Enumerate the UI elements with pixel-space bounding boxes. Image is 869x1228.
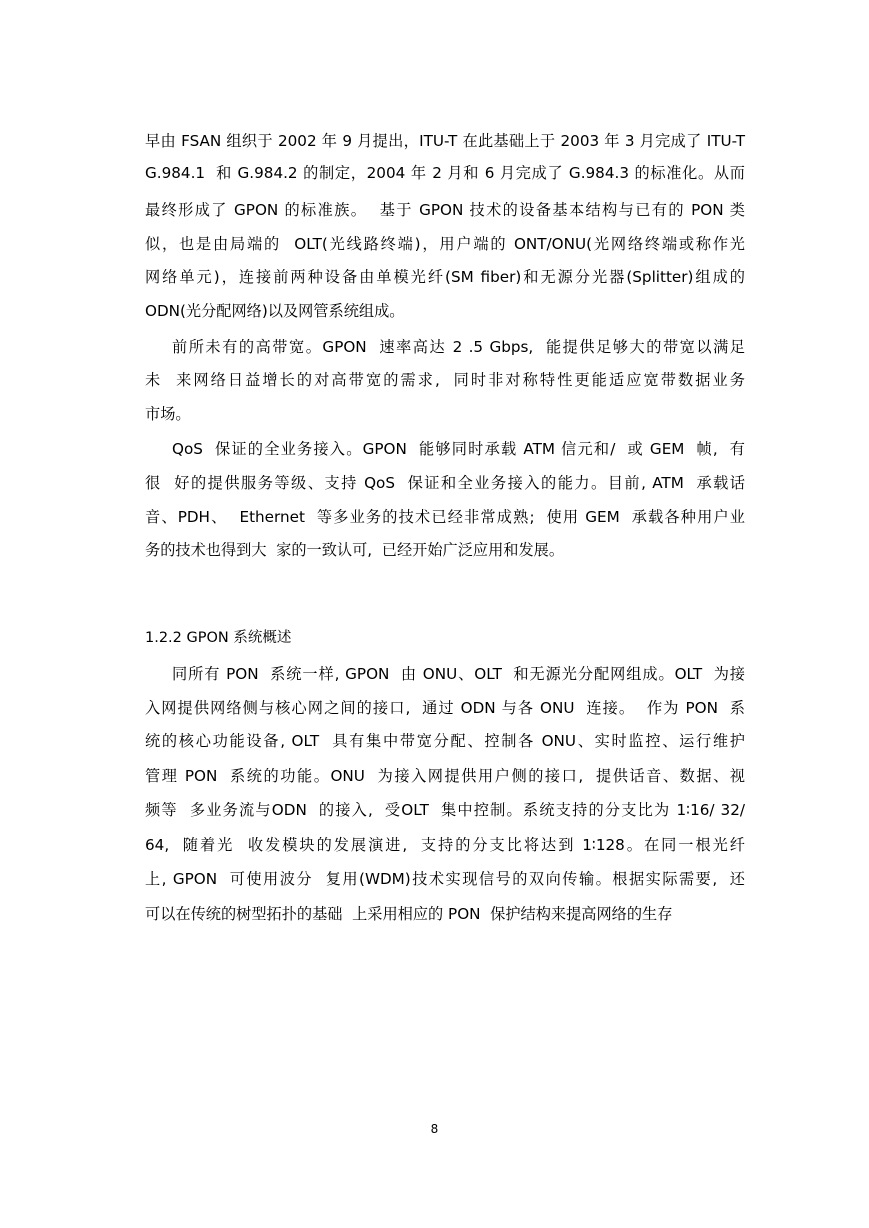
text-line: QoS 保证的全业务接入。GPON 能够同时承载 ATM 信元和/ 或 GEM 帧, 有 <box>172 440 745 458</box>
text-line: 最终形成了 GPON 的标准族。 基于 GPON 技术的设备基本结构与已有的 PON 类 <box>145 201 745 219</box>
text-line: 入网提供网络侧与核心网之间的接口, 通过 ODN 与各 ONU 连接。 作为 PON 系 <box>145 699 745 717</box>
section-heading: 1.2.2 GPON 系统概述 <box>145 630 292 646</box>
text-line: 同所有 PON 系统一样, GPON 由 ONU、OLT 和无源光分配网组成。OLT 为接 <box>172 665 745 683</box>
text-line: 务的技术也得到大 家的一致认可, 已经开始广泛应用和发展。 <box>145 541 565 559</box>
text-line: 64, 随着光 收发模块的发展演进, 支持的分支比将达到 1∶128。在同一根光纤 <box>145 836 745 854</box>
text-line: 早由 FSAN 组织于 2002 年 9 月提出，ITU-T 在此基础上于 2003 年 3 月完成了 ITU-T <box>145 132 745 150</box>
page-number: 8 <box>430 1122 439 1136</box>
text-line: 似，也是由局端的 OLT(光线路终端)，用户端的 ONT/ONU(光网络终端或称作光 <box>145 235 745 253</box>
text-line: ODN(光分配网络)以及网管系统组成。 <box>145 302 405 320</box>
text-line: 统的核心功能设备, OLT 具有集中带宽分配、控制各 ONU、实时监控、运行维护 <box>145 732 745 750</box>
text-line: 前所未有的高带宽。GPON 速率高达 2 .5 Gbps, 能提供足够大的带宽以满足 <box>172 338 745 356</box>
text-line: 很 好的提供服务等级、支持 QoS 保证和全业务接入的能力。目前, ATM 承载话 <box>145 474 745 492</box>
text-line: 可以在传统的树型拓扑的基础 上采用相应的 PON 保护结构来提高网络的生存 <box>145 905 673 923</box>
text-line: 市场。 <box>145 405 191 423</box>
text-line: 未 来网络日益增长的对高带宽的需求, 同时非对称特性更能适应宽带数据业务 <box>145 371 745 389</box>
text-line: 音、PDH、 Ethernet 等多业务的技术已经非常成熟; 使用 GEM 承载各种用户业 <box>145 508 745 526</box>
text-line: G.984.1 和 G.984.2 的制定，2004 年 2 月和 6 月完成了 G.984.3 的标准化。从而 <box>145 164 745 182</box>
text-line: 管理 PON 系统的功能。ONU 为接入网提供用户侧的接口, 提供话音、数据、视 <box>145 767 745 785</box>
text-line: 网络单元)，连接前两种设备由单模光纤(SM fiber)和无源分光器(Splitter)组成的 <box>145 268 745 286</box>
text-line: 频等 多业务流与ODN 的接入, 受OLT 集中控制。系统支持的分支比为 1∶16/ 32/ <box>145 801 745 819</box>
text-line: 上, GPON 可使用波分 复用(WDM)技术实现信号的双向传输。根据实际需要, 还 <box>145 870 745 888</box>
